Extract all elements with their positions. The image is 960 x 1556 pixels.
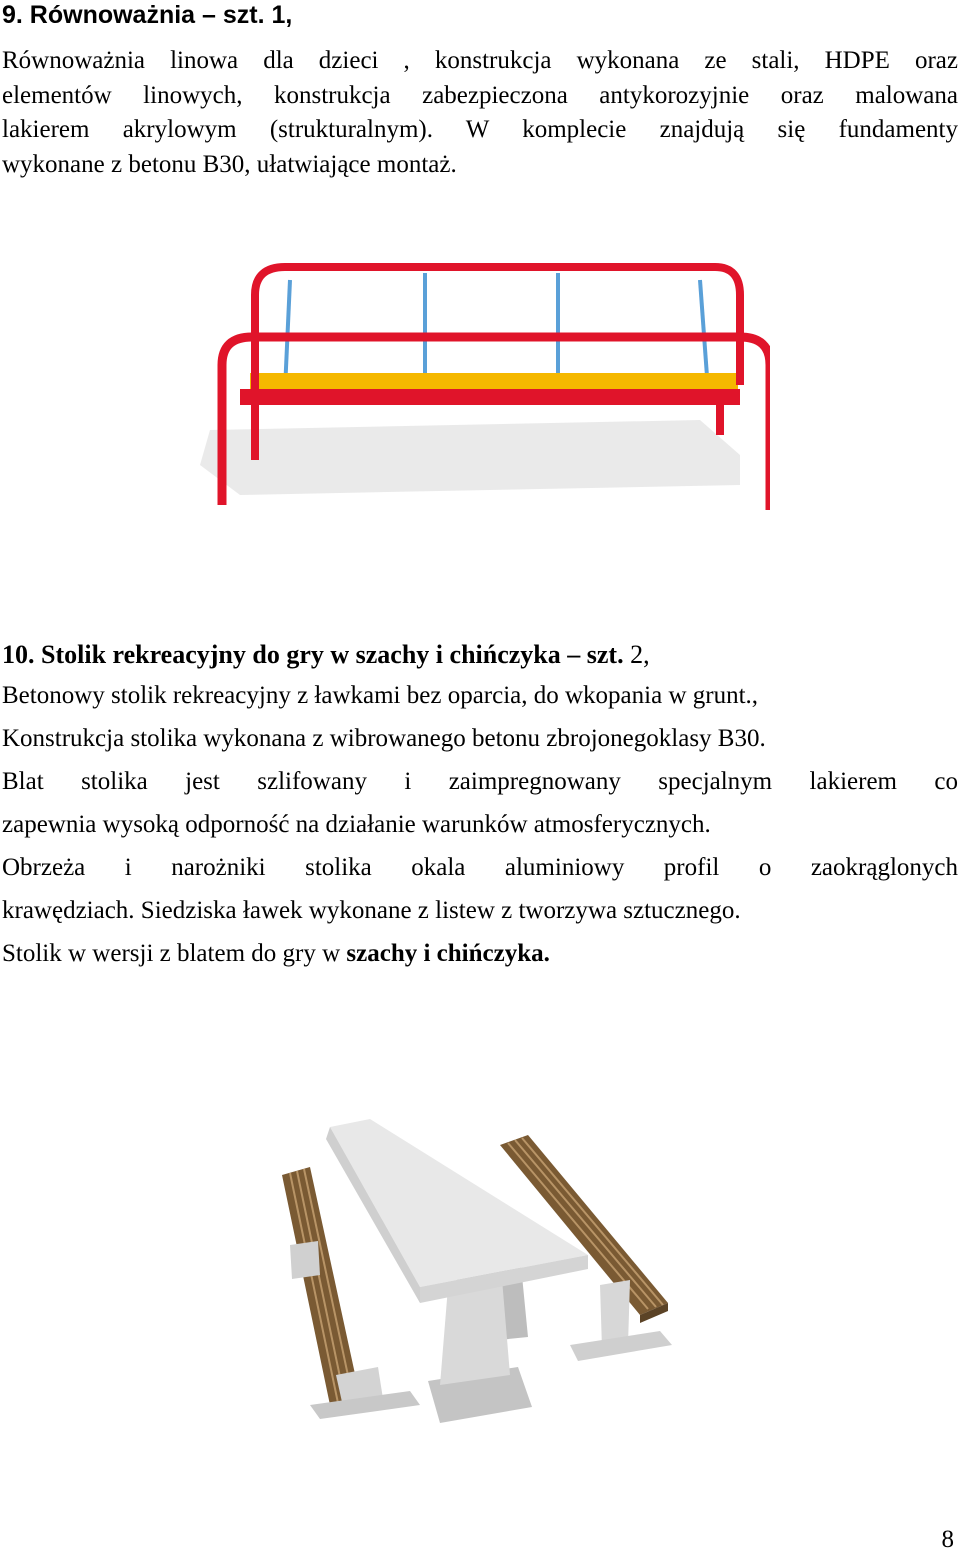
section-10-heading-bold: 10. Stolik rekreacyjny do gry w szachy i chińczyka – szt. [2,640,624,669]
section-10-line7-text: Stolik w wersji z blatem do gry w [2,940,347,967]
section-10-paragraph [2,674,958,975]
section-10-line: Obrzeża i narożniki stolika okala aluminiowy profil o zaokrąglonych [2,854,958,881]
section-10-line [2,932,958,975]
section-9-heading: 9. Równoważnia – szt. 1, [2,1,293,29]
balance-beam-image [180,255,770,515]
section-10-line: Blat stolika jest szlifowany i zaimpregnowany specjalnym lakierem co [2,768,958,795]
section-9-line: lakierem akrylowym (strukturalnym). W komplecie znajdują się fundamenty [2,116,958,143]
section-10-heading-quantity: 2, [623,640,650,669]
section-9-line: elementów linowych, konstrukcja zabezpieczona antykorozyjnie oraz malowana [2,81,958,109]
section-10-heading [2,638,650,672]
section-9-line: wykonane z betonu B30, ułatwiające montaż. [2,150,457,178]
section-10-line: Konstrukcja stolika wykonana z wibrowanego betonu zbrojonegoklasy B30. [2,725,766,752]
section-10-line7-bold: szachy i chińczyka. [346,940,550,967]
picnic-table-image [270,1105,690,1435]
section-9-line: Równoważnia linowa dla dzieci , konstrukcja wykonana ze stali, HDPE oraz [2,47,958,74]
section-10-line: Betonowy stolik rekreacyjny z ławkami bez oparcia, do wkopania w grunt., [2,682,759,709]
section-9-paragraph [2,44,958,182]
section-10-line: krawędziach. Siedziska ławek wykonane z listew z tworzywa sztucznego. [2,897,741,924]
page-number: 8 [941,1526,954,1553]
section-10-line: zapewnia wysoką odporność na działanie warunków atmosferycznych. [2,811,711,838]
